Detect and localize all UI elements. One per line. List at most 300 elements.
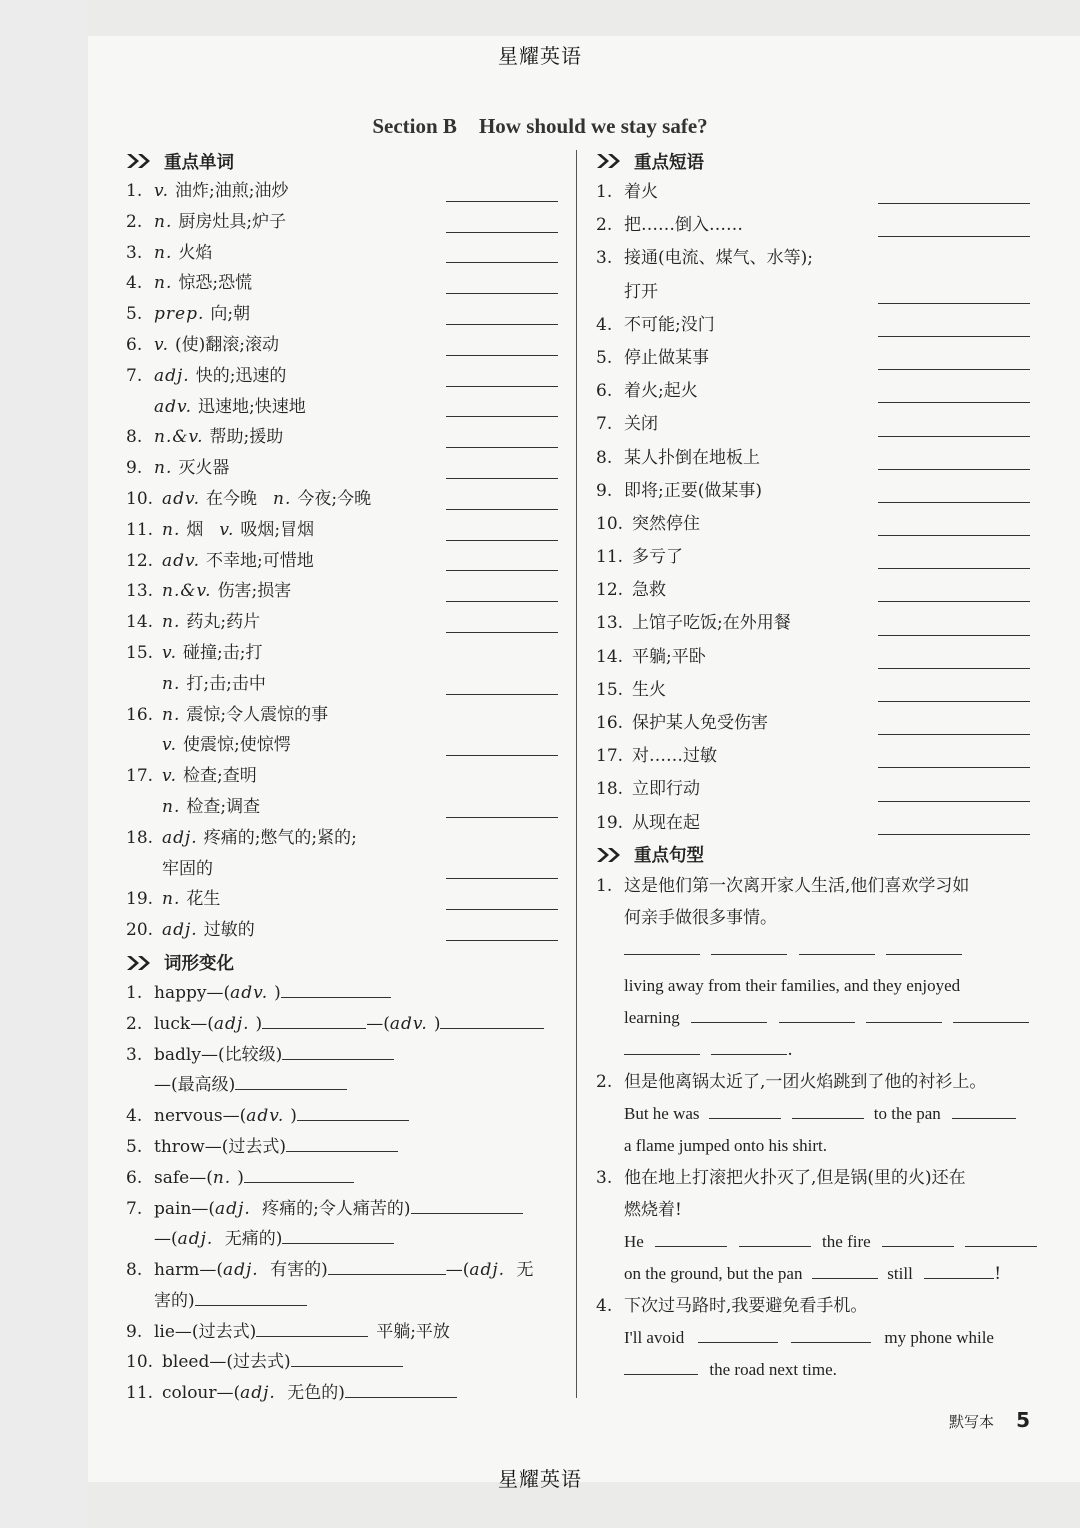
form-prompt-italic: adj. <box>222 1260 259 1281</box>
form-prompt: luck—( <box>154 1013 214 1034</box>
sentence-en: on the ground, but the pan <box>624 1263 803 1283</box>
answer-blank[interactable] <box>878 834 1030 835</box>
form-prompt: ) <box>290 1106 297 1127</box>
item-number: 15. <box>596 679 624 700</box>
item-number: 19. <box>126 889 154 910</box>
form-prompt: 无色的) <box>281 1383 345 1404</box>
form-text <box>154 1137 398 1157</box>
form-text <box>154 983 391 1003</box>
sentence-en: to the pan <box>873 1103 941 1123</box>
part-of-speech: adv. <box>154 396 193 417</box>
word-meaning: 烟 <box>186 519 204 540</box>
word-meaning: 伤害;损害 <box>217 581 292 602</box>
form-prompt: 无 <box>511 1260 534 1281</box>
part-of-speech: v. <box>162 735 177 756</box>
answer-blank[interactable] <box>882 1228 954 1247</box>
word-meaning: 惊恐;恐慌 <box>178 273 253 294</box>
form-prompt: colour—( <box>162 1383 241 1404</box>
word-meaning: 使震惊;使惊愕 <box>183 735 291 756</box>
phrase-row <box>596 408 1034 441</box>
answer-blank[interactable] <box>345 1379 457 1398</box>
word-row <box>126 392 562 423</box>
word-meaning: 碰撞;击;打 <box>183 642 263 663</box>
word-meaning: 打;击;击中 <box>186 673 266 694</box>
answer-blank[interactable] <box>691 1004 767 1023</box>
form-prompt: 害的) <box>154 1290 195 1311</box>
answer-blank[interactable] <box>446 416 558 417</box>
answer-blank[interactable] <box>446 570 558 571</box>
form-prompt: —( <box>154 1229 178 1250</box>
answer-blank[interactable] <box>711 936 787 955</box>
word-row <box>126 761 562 792</box>
answer-blank[interactable] <box>878 767 1030 768</box>
form-text <box>162 1352 403 1372</box>
word-meaning: 灭火器 <box>178 458 230 479</box>
form-row <box>126 1070 562 1101</box>
form-prompt: throw—(过去式) <box>154 1136 286 1157</box>
part-of-speech: n. <box>162 796 181 817</box>
answer-blank[interactable] <box>440 1010 544 1029</box>
word-row <box>126 607 562 638</box>
form-row <box>126 1163 562 1194</box>
item-number: 10. <box>126 488 154 509</box>
part-of-speech: n.&v. <box>154 427 204 448</box>
part-of-speech: adj. <box>162 920 198 941</box>
form-prompt: —(最高级) <box>154 1075 236 1096</box>
answer-blank[interactable] <box>446 509 558 510</box>
word-row <box>126 330 562 361</box>
item-number: 10. <box>126 1352 154 1373</box>
double-chevron-icon <box>126 152 154 170</box>
phrase-meaning: 多亏了 <box>632 547 683 568</box>
part-of-speech: v. <box>162 766 177 787</box>
form-text <box>154 1075 347 1095</box>
item-number: 17. <box>596 746 624 767</box>
answer-blank[interactable] <box>878 734 1030 735</box>
part-of-speech: n. <box>154 273 173 294</box>
answer-blank[interactable] <box>878 402 1030 403</box>
part-of-speech: v. <box>162 642 177 663</box>
phrase-meaning: 不可能;没门 <box>624 314 715 335</box>
answer-blank[interactable] <box>792 1100 864 1119</box>
word-row <box>126 238 562 269</box>
sentence-1: 1. 这是他们第一次离开家人生活,他们喜欢学习如 何亲手做很多事情。 living away from their families, and they enjoyed learning . <box>596 870 1034 1066</box>
answer-blank[interactable] <box>624 936 700 955</box>
part-of-speech: n. <box>162 673 181 694</box>
answer-blank[interactable] <box>965 1228 1037 1247</box>
phrase-meaning: 停止做某事 <box>624 347 709 368</box>
answer-blank[interactable] <box>779 1004 855 1023</box>
phrase-meaning: 立即行动 <box>632 779 700 800</box>
answer-blank[interactable] <box>698 1324 778 1343</box>
item-number: 14. <box>596 646 624 667</box>
word-meaning: 检查;查明 <box>183 766 257 787</box>
item-number: 3. <box>126 242 143 263</box>
sentence-en: learning <box>624 1007 680 1027</box>
sentence-cn: 何亲手做很多事情。 <box>624 907 777 928</box>
answer-blank[interactable] <box>297 1102 409 1121</box>
answer-blank[interactable] <box>878 601 1030 602</box>
item-number: 11. <box>126 519 154 540</box>
answer-blank[interactable] <box>446 540 558 541</box>
form-row <box>126 1317 562 1348</box>
word-row <box>126 361 562 392</box>
answer-blank[interactable] <box>878 568 1030 569</box>
phrase-row <box>596 773 1034 806</box>
phrase-meaning: 对……过敏 <box>632 746 717 767</box>
item-number: 20. <box>126 920 154 941</box>
form-prompt-italic: adj. <box>213 1013 250 1034</box>
answer-blank[interactable] <box>446 940 558 941</box>
answer-blank[interactable] <box>446 478 558 479</box>
answer-blank[interactable] <box>256 1318 368 1337</box>
answer-blank[interactable] <box>446 447 558 448</box>
word-row <box>126 484 562 515</box>
word-row <box>126 546 562 577</box>
word-meaning: 帮助;援助 <box>209 427 284 448</box>
part-of-speech: n. <box>154 458 173 479</box>
form-text <box>154 1291 307 1311</box>
answer-blank[interactable] <box>709 1100 781 1119</box>
page-title <box>0 114 1080 139</box>
phrase-row <box>596 276 1034 309</box>
word-row <box>126 638 562 669</box>
item-number: 16. <box>126 704 154 725</box>
form-prompt: ) <box>433 1013 441 1034</box>
item-number: 12. <box>596 580 624 601</box>
word-row <box>126 730 562 761</box>
answer-blank[interactable] <box>282 1225 394 1244</box>
heading-phrases-label: 重点短语 <box>634 152 704 173</box>
answer-blank[interactable] <box>878 469 1030 470</box>
sentence-cn: 这是他们第一次离开家人生活,他们喜欢学习如 <box>624 875 970 896</box>
sentence-3 <box>596 1162 1034 1290</box>
answer-blank[interactable] <box>952 1100 1016 1119</box>
form-prompt-italic: adj. <box>469 1260 506 1281</box>
sentence-cn: 但是他离锅太近了,一团火焰跳到了他的衬衫上。 <box>624 1071 987 1092</box>
answer-blank[interactable] <box>446 386 558 387</box>
word-meaning: 牢固的 <box>162 858 213 879</box>
heading-words-label: 重点单词 <box>164 152 234 173</box>
answer-blank[interactable] <box>446 755 558 756</box>
phrase-meaning: 从现在起 <box>632 812 700 833</box>
part-of-speech: n. <box>273 488 292 509</box>
form-row <box>126 1224 562 1255</box>
heading-words <box>126 146 562 176</box>
form-prompt-italic: adv. <box>246 1106 285 1127</box>
answer-blank[interactable] <box>878 535 1030 536</box>
item-number: 4. <box>126 1106 143 1127</box>
item-number: 8. <box>126 1260 143 1281</box>
answer-blank[interactable] <box>411 1195 523 1214</box>
item-number: 7. <box>126 1198 143 1219</box>
double-chevron-icon <box>596 152 624 170</box>
answer-blank[interactable] <box>286 1133 398 1152</box>
answer-blank[interactable] <box>446 232 558 233</box>
answer-blank[interactable] <box>281 979 391 998</box>
item-number: 5. <box>596 347 613 368</box>
phrase-row <box>596 541 1034 574</box>
form-prompt-italic: adj. <box>240 1383 276 1404</box>
item-number: 1. <box>596 182 613 202</box>
phrase-meaning: 接通(电流、煤气、水等); <box>624 248 813 269</box>
part-of-speech: adj. <box>154 365 190 386</box>
form-prompt: lie—(过去式) <box>154 1321 257 1342</box>
top-band <box>88 0 1080 36</box>
part-of-speech: n. <box>162 889 181 910</box>
form-prompt: pain—( <box>154 1198 216 1219</box>
heading-phrases <box>596 146 1034 176</box>
word-row <box>126 669 562 700</box>
item-number: 17. <box>126 766 154 787</box>
part-of-speech: v. <box>154 334 169 355</box>
answer-blank[interactable] <box>878 668 1030 669</box>
part-of-speech: adv. <box>162 488 201 509</box>
item-number: 3. <box>126 1044 143 1065</box>
form-prompt: happy—( <box>154 982 231 1003</box>
item-number: 4. <box>126 273 143 294</box>
form-text <box>154 1045 394 1065</box>
form-row <box>126 1132 562 1163</box>
answer-blank[interactable] <box>624 1356 698 1375</box>
double-chevron-icon <box>596 846 624 864</box>
form-row <box>126 1255 562 1286</box>
sentence-en: But he was <box>624 1103 700 1123</box>
phrase-row <box>596 209 1034 242</box>
answer-blank[interactable] <box>446 601 558 602</box>
footer-label: 默写本 <box>948 1413 994 1431</box>
double-chevron-icon <box>126 954 154 972</box>
item-number: 14. <box>126 612 154 633</box>
word-row <box>126 268 562 299</box>
phrase-meaning: 着火 <box>624 182 658 202</box>
form-prompt: 有害的) <box>264 1260 328 1281</box>
answer-blank[interactable] <box>446 262 558 263</box>
section-title: How should we stay safe? <box>478 114 708 138</box>
answer-blank[interactable] <box>446 878 558 879</box>
sentence-en: living away from their families, and they enjoyed <box>624 975 961 995</box>
form-prompt-italic: adv. <box>230 982 269 1003</box>
word-meaning: 在今晚 <box>206 488 258 509</box>
sentence-cn: 他在地上打滚把火扑灭了,但是锅(里的火)还在 <box>624 1167 966 1188</box>
form-row <box>126 978 562 1009</box>
word-row <box>126 576 562 607</box>
answer-blank[interactable] <box>878 203 1030 204</box>
sentence-en: my phone while <box>884 1327 994 1347</box>
form-text <box>154 1106 409 1126</box>
answer-blank[interactable] <box>866 1004 942 1023</box>
answer-blank[interactable] <box>878 369 1030 370</box>
item-number: 11. <box>596 547 624 568</box>
left-column <box>126 146 562 1409</box>
item-number: 6. <box>126 1167 143 1188</box>
form-prompt: safe—( <box>154 1167 213 1188</box>
part-of-speech: adv. <box>162 550 201 571</box>
answer-blank[interactable] <box>791 1324 871 1343</box>
answer-blank[interactable] <box>878 635 1030 636</box>
sentence-cn: 燃烧着! <box>624 1199 682 1220</box>
answer-blank[interactable] <box>953 1004 1029 1023</box>
item-number: 8. <box>126 427 143 448</box>
form-prompt: —( <box>445 1260 470 1281</box>
word-row <box>126 453 562 484</box>
phrase-meaning: 生火 <box>632 679 666 700</box>
answer-blank[interactable] <box>195 1287 307 1306</box>
watermark-top: 星耀英语 <box>498 44 582 68</box>
form-prompt: 无痛的) <box>219 1229 283 1250</box>
item-number: 4. <box>596 314 613 335</box>
answer-blank[interactable] <box>924 1260 994 1279</box>
sentence-4 <box>596 1290 1034 1386</box>
part-of-speech: v. <box>154 181 169 201</box>
phrase-row <box>596 442 1034 475</box>
word-row <box>126 422 562 453</box>
item-number: 2. <box>126 1013 143 1034</box>
form-prompt-italic: n. <box>212 1167 232 1188</box>
answer-blank[interactable] <box>446 355 558 356</box>
word-meaning: 厨房灶具;炉子 <box>178 211 287 232</box>
word-meaning: 过敏的 <box>203 920 255 941</box>
word-meaning: 迅速地;快速地 <box>198 396 306 417</box>
phrase-meaning: 上馆子吃饭;在外用餐 <box>632 613 791 634</box>
answer-blank[interactable] <box>446 632 558 633</box>
forms-list <box>126 978 562 1409</box>
answer-blank[interactable] <box>886 936 962 955</box>
phrase-meaning: 着火;起火 <box>624 381 698 402</box>
answer-blank[interactable] <box>624 1036 700 1055</box>
word-meaning: 检查;调查 <box>186 796 261 817</box>
answer-blank[interactable] <box>282 1041 394 1060</box>
sentence-en: ! <box>994 1263 1002 1284</box>
word-meaning: 吸烟;冒烟 <box>240 519 315 540</box>
phrase-row <box>596 508 1034 541</box>
phrase-row <box>596 574 1034 607</box>
answer-blank[interactable] <box>446 694 558 695</box>
form-prompt: badly—(比较级) <box>154 1044 283 1065</box>
answer-blank[interactable] <box>878 436 1030 437</box>
form-prompt: bleed—(过去式) <box>162 1352 291 1373</box>
item-number: 9. <box>126 458 143 479</box>
phrase-row <box>596 607 1034 640</box>
section-label: Section B <box>372 114 457 138</box>
phrase-row <box>596 674 1034 707</box>
form-prompt: —( <box>366 1013 390 1034</box>
answer-blank[interactable] <box>878 303 1030 304</box>
item-number: 7. <box>596 414 613 435</box>
answer-blank[interactable] <box>446 293 558 294</box>
sentence-en: the road next time. <box>709 1359 837 1379</box>
answer-blank[interactable] <box>446 324 558 325</box>
answer-blank[interactable] <box>235 1071 347 1090</box>
answer-blank[interactable] <box>799 936 875 955</box>
answer-blank[interactable] <box>446 201 558 202</box>
phrase-meaning: 关闭 <box>624 414 658 435</box>
phrase-meaning: 某人扑倒在地板上 <box>624 447 760 468</box>
word-meaning: 疼痛的;憋气的;紧的; <box>203 827 357 848</box>
phrase-meaning: 把……倒入…… <box>624 215 743 236</box>
word-row <box>126 176 562 207</box>
word-row <box>126 823 562 854</box>
sentence-number: 1. <box>596 875 613 896</box>
word-row <box>126 207 562 238</box>
item-number: 2. <box>126 211 143 232</box>
item-number: 3. <box>596 248 613 269</box>
form-row <box>126 1101 562 1132</box>
answer-blank[interactable] <box>878 236 1030 237</box>
phrase-row <box>596 807 1034 840</box>
answer-blank[interactable] <box>328 1256 446 1275</box>
part-of-speech: v. <box>219 519 235 540</box>
answer-blank[interactable] <box>655 1228 727 1247</box>
phrase-meaning: 平躺;平卧 <box>632 646 706 667</box>
part-of-speech: adj. <box>162 827 198 848</box>
answer-blank[interactable] <box>291 1348 403 1367</box>
answer-blank[interactable] <box>739 1228 811 1247</box>
form-text <box>162 1383 457 1403</box>
phrase-meaning: 突然停住 <box>632 513 700 534</box>
sentence-en: He <box>624 1231 644 1251</box>
answer-blank[interactable] <box>711 1036 787 1055</box>
form-row <box>126 1286 562 1317</box>
form-prompt: 疼痛的;令人痛苦的) <box>256 1198 411 1219</box>
sentence-en: a flame jumped onto his shirt. <box>624 1135 828 1155</box>
answer-blank[interactable] <box>446 909 558 910</box>
item-number: 18. <box>126 827 154 848</box>
word-meaning: 油炸;油煎;油炒 <box>175 181 289 201</box>
right-column <box>596 146 1034 1386</box>
item-number: 1. <box>126 181 143 201</box>
part-of-speech: n. <box>162 612 181 633</box>
item-number: 12. <box>126 550 154 571</box>
heading-forms-label: 词形变化 <box>164 954 234 975</box>
item-number: 13. <box>126 581 154 602</box>
answer-blank[interactable] <box>812 1260 878 1279</box>
part-of-speech: n. <box>162 519 181 540</box>
form-prompt-italic: adj. <box>215 1198 251 1219</box>
form-row <box>126 1009 562 1040</box>
phrase-row <box>596 375 1034 408</box>
form-row <box>126 1378 562 1409</box>
answer-blank[interactable] <box>878 801 1030 802</box>
answer-blank[interactable] <box>878 701 1030 702</box>
form-text <box>154 1322 450 1342</box>
words-list <box>126 176 562 946</box>
item-number: 13. <box>596 613 624 634</box>
word-row <box>126 854 562 885</box>
part-of-speech: prep. <box>154 304 205 325</box>
answer-blank[interactable] <box>878 336 1030 337</box>
phrase-meaning: 打开 <box>624 281 658 302</box>
answer-blank[interactable] <box>262 1010 366 1029</box>
word-row <box>126 700 562 731</box>
item-number: 18. <box>596 779 624 800</box>
form-row <box>126 1040 562 1071</box>
phrase-row <box>596 475 1034 508</box>
answer-blank[interactable] <box>878 502 1030 503</box>
phrase-row <box>596 641 1034 674</box>
part-of-speech: n. <box>162 704 181 725</box>
heading-sentences-label: 重点句型 <box>634 846 704 867</box>
answer-blank[interactable] <box>244 1164 354 1183</box>
phrase-meaning: 急救 <box>632 580 666 601</box>
word-row <box>126 515 562 546</box>
word-meaning: 向;朝 <box>210 304 251 325</box>
item-number: 8. <box>596 447 613 468</box>
answer-blank[interactable] <box>446 817 558 818</box>
word-meaning: 不幸地;可惜地 <box>206 550 314 571</box>
form-prompt: ) <box>255 1013 263 1034</box>
phrases-list <box>596 176 1034 840</box>
